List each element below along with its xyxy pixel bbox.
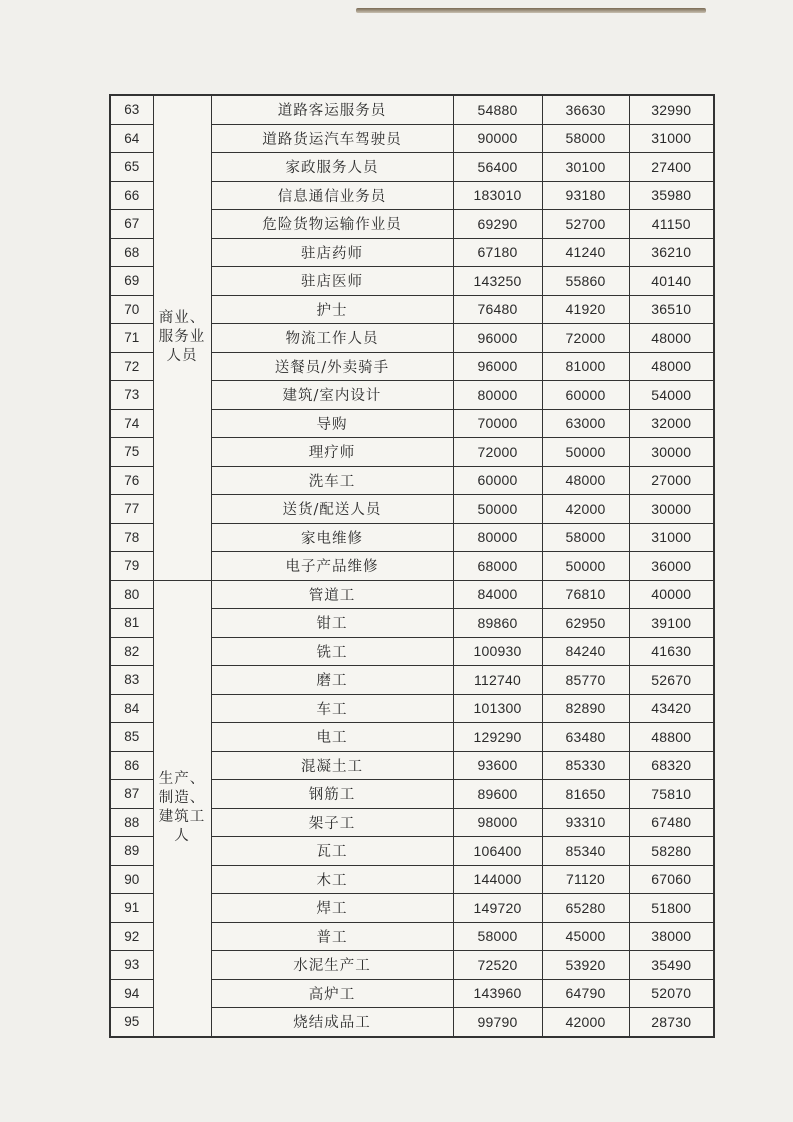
value-high: 143960	[453, 979, 542, 1008]
value-mid: 63000	[542, 409, 629, 438]
category-cell	[153, 580, 211, 1037]
value-low: 39100	[629, 609, 714, 638]
value-low: 36510	[629, 295, 714, 324]
page-top-mark	[356, 8, 706, 13]
value-mid: 30100	[542, 153, 629, 182]
value-high: 100930	[453, 637, 542, 666]
value-high: 84000	[453, 580, 542, 609]
value-low: 67060	[629, 865, 714, 894]
value-mid: 65280	[542, 894, 629, 923]
value-low: 30000	[629, 495, 714, 524]
value-low: 31000	[629, 124, 714, 153]
occupation-name: 家政服务人员	[211, 153, 453, 182]
row-number: 70	[110, 295, 153, 324]
occupation-name: 铣工	[211, 637, 453, 666]
value-high: 183010	[453, 181, 542, 210]
occupation-name: 架子工	[211, 808, 453, 837]
value-mid: 62950	[542, 609, 629, 638]
value-mid: 36630	[542, 95, 629, 124]
row-number: 71	[110, 324, 153, 353]
occupation-name: 洗车工	[211, 466, 453, 495]
value-low: 36210	[629, 238, 714, 267]
value-mid: 52700	[542, 210, 629, 239]
value-high: 50000	[453, 495, 542, 524]
row-number: 87	[110, 780, 153, 809]
occupation-name: 钳工	[211, 609, 453, 638]
occupation-name: 家电维修	[211, 523, 453, 552]
row-number: 95	[110, 1008, 153, 1037]
value-mid: 63480	[542, 723, 629, 752]
occupation-name: 驻店药师	[211, 238, 453, 267]
value-low: 31000	[629, 523, 714, 552]
occupation-name: 车工	[211, 694, 453, 723]
value-high: 80000	[453, 381, 542, 410]
value-low: 28730	[629, 1008, 714, 1037]
occupation-name: 电子产品维修	[211, 552, 453, 581]
value-mid: 81000	[542, 352, 629, 381]
occupation-name: 焊工	[211, 894, 453, 923]
occupation-name: 危险货物运输作业员	[211, 210, 453, 239]
category-label-line: 生产、	[158, 771, 206, 787]
value-low: 48000	[629, 352, 714, 381]
value-high: 98000	[453, 808, 542, 837]
salary-table-body	[110, 95, 714, 1037]
category-label-line: 商业、	[158, 310, 206, 327]
occupation-name: 建筑/室内设计	[211, 381, 453, 410]
row-number: 86	[110, 751, 153, 780]
value-mid: 41920	[542, 295, 629, 324]
value-high: 149720	[453, 894, 542, 923]
row-number: 76	[110, 466, 153, 495]
occupation-name: 物流工作人员	[211, 324, 453, 353]
value-mid: 41240	[542, 238, 629, 267]
value-low: 40000	[629, 580, 714, 609]
row-number: 66	[110, 181, 153, 210]
value-mid: 58000	[542, 124, 629, 153]
value-high: 67180	[453, 238, 542, 267]
occupation-name: 混凝土工	[211, 751, 453, 780]
category-label-line: 建筑工	[158, 809, 206, 825]
value-low: 40140	[629, 267, 714, 296]
value-low: 32000	[629, 409, 714, 438]
value-mid: 42000	[542, 495, 629, 524]
value-low: 35490	[629, 951, 714, 980]
value-mid: 50000	[542, 438, 629, 467]
value-high: 69290	[453, 210, 542, 239]
row-number: 75	[110, 438, 153, 467]
value-mid: 60000	[542, 381, 629, 410]
occupation-name: 道路客运服务员	[211, 95, 453, 124]
value-high: 89600	[453, 780, 542, 809]
value-high: 101300	[453, 694, 542, 723]
value-low: 27000	[629, 466, 714, 495]
category-cell	[153, 95, 211, 580]
row-number: 88	[110, 808, 153, 837]
row-number: 82	[110, 637, 153, 666]
occupation-name: 理疗师	[211, 438, 453, 467]
value-mid: 42000	[542, 1008, 629, 1037]
occupation-name: 普工	[211, 922, 453, 951]
category-label-line: 人	[174, 828, 190, 844]
row-number: 85	[110, 723, 153, 752]
value-low: 52070	[629, 979, 714, 1008]
value-low: 36000	[629, 552, 714, 581]
value-high: 90000	[453, 124, 542, 153]
row-number: 73	[110, 381, 153, 410]
value-low: 51800	[629, 894, 714, 923]
occupation-name: 木工	[211, 865, 453, 894]
row-number: 90	[110, 865, 153, 894]
value-high: 99790	[453, 1008, 542, 1037]
value-low: 41150	[629, 210, 714, 239]
row-number: 89	[110, 837, 153, 866]
occupation-name: 烧结成品工	[211, 1008, 453, 1037]
value-high: 54880	[453, 95, 542, 124]
value-mid: 93180	[542, 181, 629, 210]
value-low: 43420	[629, 694, 714, 723]
occupation-name: 驻店医师	[211, 267, 453, 296]
value-low: 32990	[629, 95, 714, 124]
value-low: 30000	[629, 438, 714, 467]
occupation-name: 水泥生产工	[211, 951, 453, 980]
value-mid: 71120	[542, 865, 629, 894]
value-mid: 45000	[542, 922, 629, 951]
row-number: 72	[110, 352, 153, 381]
value-mid: 64790	[542, 979, 629, 1008]
occupation-name: 送货/配送人员	[211, 495, 453, 524]
value-high: 68000	[453, 552, 542, 581]
value-high: 96000	[453, 324, 542, 353]
value-high: 112740	[453, 666, 542, 695]
occupation-name: 导购	[211, 409, 453, 438]
value-mid: 84240	[542, 637, 629, 666]
value-mid: 85330	[542, 751, 629, 780]
value-low: 54000	[629, 381, 714, 410]
row-number: 81	[110, 609, 153, 638]
category-label-line: 服务业	[158, 329, 206, 346]
value-low: 52670	[629, 666, 714, 695]
occupation-name: 管道工	[211, 580, 453, 609]
value-high: 96000	[453, 352, 542, 381]
value-high: 143250	[453, 267, 542, 296]
value-high: 60000	[453, 466, 542, 495]
value-high: 93600	[453, 751, 542, 780]
row-number: 74	[110, 409, 153, 438]
value-mid: 58000	[542, 523, 629, 552]
occupation-name: 瓦工	[211, 837, 453, 866]
value-high: 129290	[453, 723, 542, 752]
occupation-name: 电工	[211, 723, 453, 752]
value-high: 72000	[453, 438, 542, 467]
row-number: 63	[110, 95, 153, 124]
value-high: 76480	[453, 295, 542, 324]
value-high: 70000	[453, 409, 542, 438]
row-number: 68	[110, 238, 153, 267]
value-low: 41630	[629, 637, 714, 666]
row-number: 80	[110, 580, 153, 609]
value-high: 89860	[453, 609, 542, 638]
row-number: 83	[110, 666, 153, 695]
row-number: 69	[110, 267, 153, 296]
value-mid: 55860	[542, 267, 629, 296]
value-high: 72520	[453, 951, 542, 980]
row-number: 92	[110, 922, 153, 951]
value-low: 68320	[629, 751, 714, 780]
value-mid: 85340	[542, 837, 629, 866]
value-mid: 82890	[542, 694, 629, 723]
row-number: 93	[110, 951, 153, 980]
row-number: 77	[110, 495, 153, 524]
value-mid: 85770	[542, 666, 629, 695]
occupation-name: 钢筋工	[211, 780, 453, 809]
row-number: 91	[110, 894, 153, 923]
table-row	[110, 95, 714, 124]
row-number: 79	[110, 552, 153, 581]
salary-table	[109, 94, 715, 1038]
occupation-name: 高炉工	[211, 979, 453, 1008]
table-row	[110, 580, 714, 609]
value-low: 38000	[629, 922, 714, 951]
value-high: 106400	[453, 837, 542, 866]
value-mid: 72000	[542, 324, 629, 353]
occupation-name: 磨工	[211, 666, 453, 695]
value-high: 144000	[453, 865, 542, 894]
value-low: 27400	[629, 153, 714, 182]
row-number: 64	[110, 124, 153, 153]
occupation-name: 送餐员/外卖骑手	[211, 352, 453, 381]
row-number: 78	[110, 523, 153, 552]
value-mid: 81650	[542, 780, 629, 809]
row-number: 84	[110, 694, 153, 723]
value-mid: 48000	[542, 466, 629, 495]
value-low: 58280	[629, 837, 714, 866]
value-high: 56400	[453, 153, 542, 182]
value-high: 80000	[453, 523, 542, 552]
value-mid: 53920	[542, 951, 629, 980]
occupation-name: 护士	[211, 295, 453, 324]
value-mid: 93310	[542, 808, 629, 837]
value-mid: 76810	[542, 580, 629, 609]
row-number: 67	[110, 210, 153, 239]
value-low: 35980	[629, 181, 714, 210]
value-low: 67480	[629, 808, 714, 837]
row-number: 65	[110, 153, 153, 182]
category-label-line: 人员	[166, 348, 198, 365]
value-high: 58000	[453, 922, 542, 951]
value-low: 48000	[629, 324, 714, 353]
occupation-name: 信息通信业务员	[211, 181, 453, 210]
value-low: 48800	[629, 723, 714, 752]
value-low: 75810	[629, 780, 714, 809]
value-mid: 50000	[542, 552, 629, 581]
category-label-line: 制造、	[158, 790, 206, 806]
row-number: 94	[110, 979, 153, 1008]
occupation-name: 道路货运汽车驾驶员	[211, 124, 453, 153]
